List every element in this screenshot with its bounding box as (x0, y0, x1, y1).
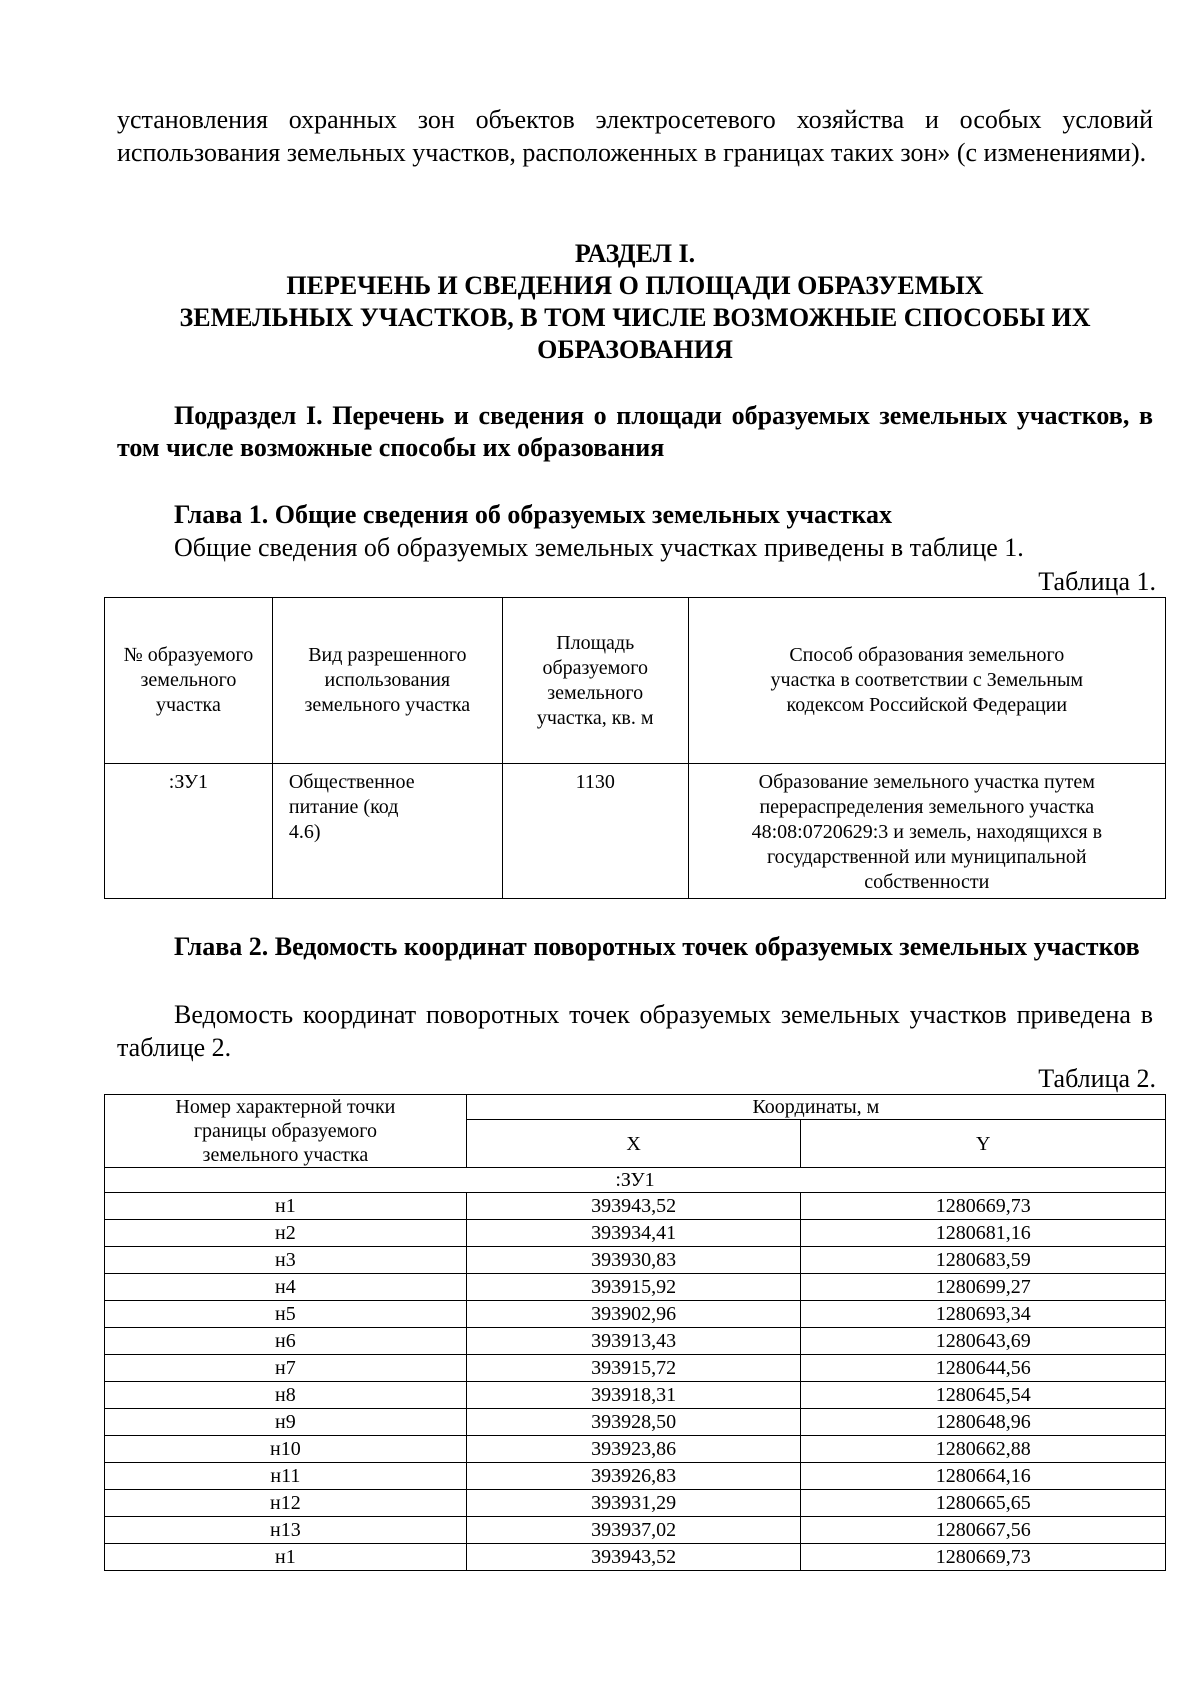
table1-cell-use (272, 764, 502, 899)
table2-cell-x: 393915,92 (466, 1274, 801, 1301)
table2-cell-y: 1280669,73 (801, 1193, 1166, 1220)
intro-paragraph: установления охранных зон объектов электросетевого хозяйства и особых условий использования земельных участков, расположенных в границах таких зон» (с изменениями). (117, 105, 1153, 167)
table1-header-method-text: Способ образования земельного участка в соответствии с Земельным кодексом Российской Федерации (770, 644, 1084, 716)
table2-cell-point: н1 (105, 1193, 467, 1220)
table2-cell-point: н13 (105, 1517, 467, 1544)
table2-group-label: :ЗУ1 (105, 1168, 1166, 1193)
table2-cell-x: 393902,96 (466, 1301, 801, 1328)
table2-cell-y: 1280693,34 (801, 1301, 1166, 1328)
table2-header-row-1 (105, 1095, 1166, 1120)
chapter1-text: Общие сведения об образуемых земельных участках приведены в таблице 1. (174, 533, 1024, 562)
table2-cell-y: 1280664,16 (801, 1463, 1166, 1490)
table2-cell-point: н7 (105, 1355, 467, 1382)
table1-cell-use-text: Общественное питание (код 4.6) (288, 771, 415, 843)
table2-cell-x: 393915,72 (466, 1355, 801, 1382)
table2-header-point (105, 1095, 467, 1168)
section-heading-line-1: РАЗДЕЛ I. (574, 239, 696, 268)
table2-cell-y: 1280643,69 (801, 1328, 1166, 1355)
table2-cell-x: 393930,83 (466, 1247, 801, 1274)
table1-cell-num: :ЗУ1 (105, 764, 273, 899)
table2-cell-y: 1280669,73 (801, 1544, 1166, 1571)
table2-row (105, 1220, 1166, 1247)
section-heading (117, 238, 1153, 366)
table2-group-row (105, 1168, 1166, 1193)
table1-header-method (688, 598, 1165, 764)
table1-header-num (105, 598, 273, 764)
table2-header-y: Y (801, 1120, 1166, 1168)
chapter2-text: Ведомость координат поворотных точек образуемых земельных участков приведена в таблице 2. (117, 1000, 1153, 1062)
table2-row (105, 1301, 1166, 1328)
table2-cell-point: н10 (105, 1436, 467, 1463)
table2-cell-y: 1280648,96 (801, 1409, 1166, 1436)
table2-cell-y: 1280699,27 (801, 1274, 1166, 1301)
table2-cell-point: н6 (105, 1328, 467, 1355)
table2-cell-point: н12 (105, 1490, 467, 1517)
table2-cell-x: 393937,02 (466, 1517, 801, 1544)
table2-cell-x: 393931,29 (466, 1490, 801, 1517)
table2-cell-x: 393923,86 (466, 1436, 801, 1463)
table2-caption: Таблица 2. (1038, 1064, 1156, 1093)
table2-cell-x: 393913,43 (466, 1328, 801, 1355)
table2-cell-point: н2 (105, 1220, 467, 1247)
table2-row (105, 1274, 1166, 1301)
table2-cell-point: н8 (105, 1382, 467, 1409)
table1-cell-area: 1130 (502, 764, 688, 899)
section-heading-line-3: ЗЕМЕЛЬНЫХ УЧАСТКОВ, В ТОМ ЧИСЛЕ ВОЗМОЖНЫЕ СПОСОБЫ ИХ (179, 303, 1091, 332)
table1-cell-method (688, 764, 1165, 899)
table2-row (105, 1436, 1166, 1463)
table2-row (105, 1490, 1166, 1517)
subsection-title: Подраздел I. Перечень и сведения о площади образуемых земельных участков, в том числе возможные способы их образования (117, 401, 1153, 462)
table2-row (105, 1544, 1166, 1571)
section-heading-line-2: ПЕРЕЧЕНЬ И СВЕДЕНИЯ О ПЛОЩАДИ ОБРАЗУЕМЫХ (286, 271, 984, 300)
table2-cell-y: 1280681,16 (801, 1220, 1166, 1247)
table2-row (105, 1517, 1166, 1544)
table2-cell-y: 1280665,65 (801, 1490, 1166, 1517)
table1-header-row (105, 598, 1166, 764)
table1-header-area (502, 598, 688, 764)
table2-cell-x: 393926,83 (466, 1463, 801, 1490)
table2-row (105, 1382, 1166, 1409)
table-1 (104, 597, 1166, 899)
table1-data-row (105, 764, 1166, 899)
chapter1-title: Глава 1. Общие сведения об образуемых земельных участках (174, 500, 892, 529)
table2-header-x: X (466, 1120, 801, 1168)
table2-row (105, 1247, 1166, 1274)
table1-header-use (272, 598, 502, 764)
section-heading-line-4: ОБРАЗОВАНИЯ (537, 335, 733, 364)
table2-cell-point: н1 (105, 1544, 467, 1571)
table2-cell-y: 1280667,56 (801, 1517, 1166, 1544)
table2-cell-y: 1280662,88 (801, 1436, 1166, 1463)
table2-cell-y: 1280645,54 (801, 1382, 1166, 1409)
table1-header-area-text: Площадь образуемого земельного участка, кв. м (536, 631, 654, 729)
table2-cell-x: 393934,41 (466, 1220, 801, 1247)
table2-cell-point: н4 (105, 1274, 467, 1301)
table2-header-point-text: Номер характерной точки границы образуемого земельного участка (175, 1096, 396, 1166)
table2-row (105, 1193, 1166, 1220)
table2-row (105, 1355, 1166, 1382)
table1-cell-method-text: Образование земельного участка путем перераспределения земельного участка 48:08:0720629:3 и земель, находящихся в государственной или муниципальной собственности (751, 771, 1103, 893)
table2-row (105, 1409, 1166, 1436)
table1-header-use-text: Вид разрешенного использования земельного участка (304, 644, 471, 716)
table1-caption: Таблица 1. (1038, 567, 1156, 596)
table2-row (105, 1463, 1166, 1490)
table2-row (105, 1328, 1166, 1355)
table1-header-num-text: № образуемого земельного участка (123, 644, 254, 716)
table2-cell-point: н5 (105, 1301, 467, 1328)
table2-cell-point: н11 (105, 1463, 467, 1490)
table2-cell-y: 1280683,59 (801, 1247, 1166, 1274)
table2-header-coords: Координаты, м (466, 1095, 1165, 1120)
table2-cell-x: 393943,52 (466, 1544, 801, 1571)
table2-cell-point: н9 (105, 1409, 467, 1436)
table2-cell-x: 393928,50 (466, 1409, 801, 1436)
chapter2-title: Глава 2. Ведомость координат поворотных точек образуемых земельных участков (174, 932, 1140, 961)
table2-cell-point: н3 (105, 1247, 467, 1274)
table-2 (104, 1094, 1166, 1571)
table2-cell-y: 1280644,56 (801, 1355, 1166, 1382)
table2-cell-x: 393918,31 (466, 1382, 801, 1409)
table2-cell-x: 393943,52 (466, 1193, 801, 1220)
